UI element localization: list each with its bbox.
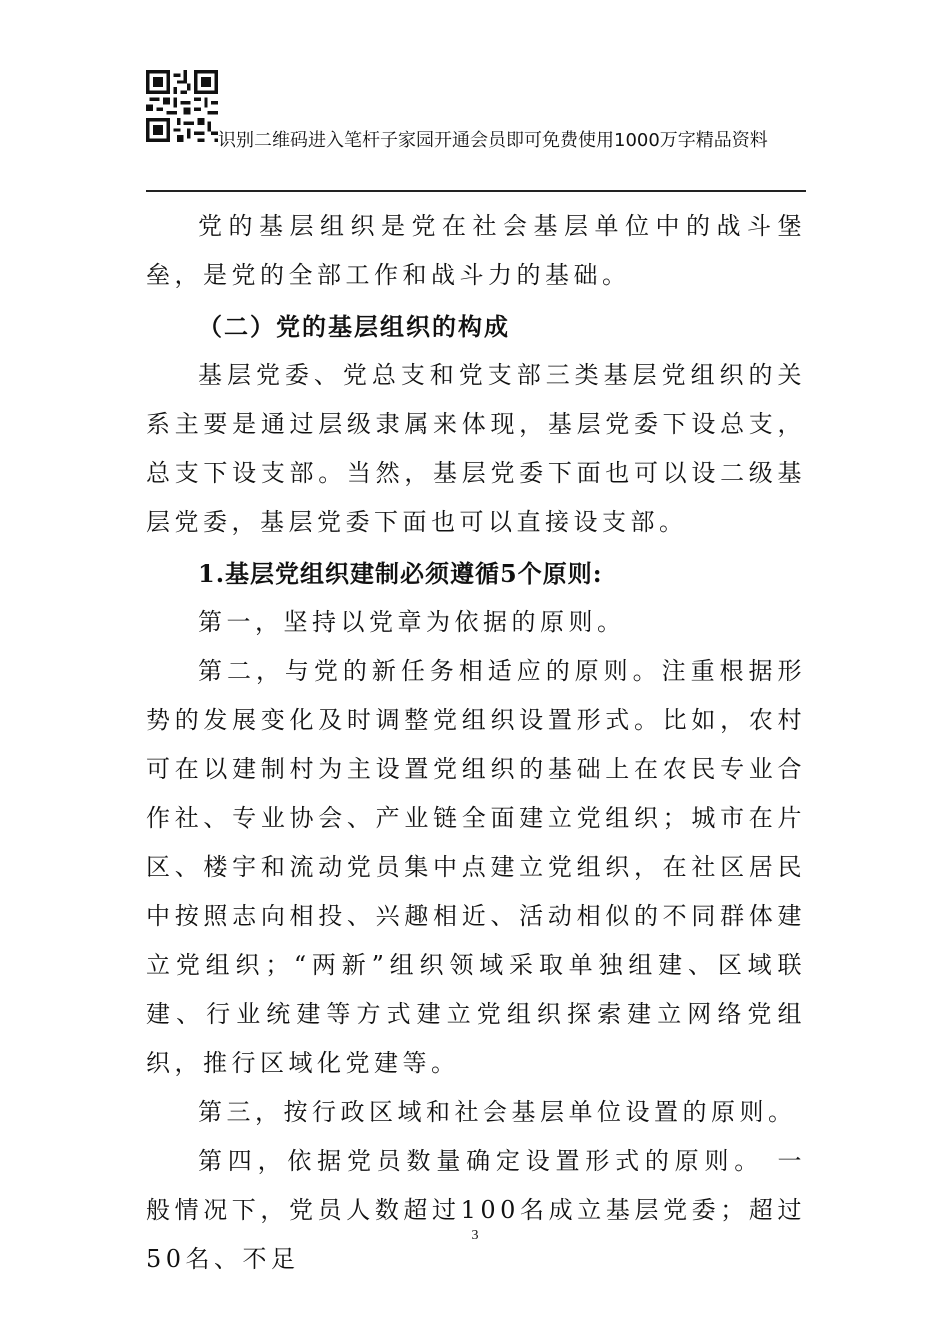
subsection-heading: 1.基层党组织建制必须遵循5个原则: [198, 559, 603, 588]
paragraph-1: 党的基层组织是党在社会基层单位中的战斗堡垒，是党的全部工作和战斗力的基础。 [146, 212, 806, 289]
header-note [146, 127, 806, 154]
document-body [146, 202, 806, 1284]
paragraph-2: 基层党委、党总支和党支部三类基层党组织的关系主要是通过层级隶属来体现，基层党委下设总支，总支下设支部。当然，基层党委下面也可以设二级基层党委，基层党委下面也可以直接设支部。 [146, 361, 806, 536]
section-heading: （二）党的基层组织的构成 [198, 312, 510, 341]
paragraph-4: 第二，与党的新任务相适应的原则。注重根据形势的发展变化及时调整党组织设置形式。比如，农村可在以建制村为主设置党组织的基础上在农民专业合作社、专业协会、产业链全面建立党组织；城市在片区、楼宇和流动党员集中点建立党组织，在社区居民中按照志向相投、兴趣相近、活动相似的不同群体建立党组织；“两新”组织领域采取单独组建、区域联建、行业统建等方式建立党组织探索建立网络党组织，推行区域化党建等。 [146, 657, 806, 1077]
header-note-text: 识别二维码进入笔杆子家园开通会员即可免费使用1000万字精品资料 [218, 130, 768, 151]
page-number: 3 [471, 1228, 479, 1243]
paragraph-6: 第四，依据党员数量确定设置形式的原则。 一般情况下，党员人数超过100名成立基层党委；超过50名、不足 [146, 1147, 806, 1273]
header-divider [146, 190, 806, 192]
paragraph-5: 第三，按行政区域和社会基层单位设置的原则。 [198, 1098, 797, 1126]
paragraph-3: 第一，坚持以党章为依据的原则。 [198, 608, 626, 636]
